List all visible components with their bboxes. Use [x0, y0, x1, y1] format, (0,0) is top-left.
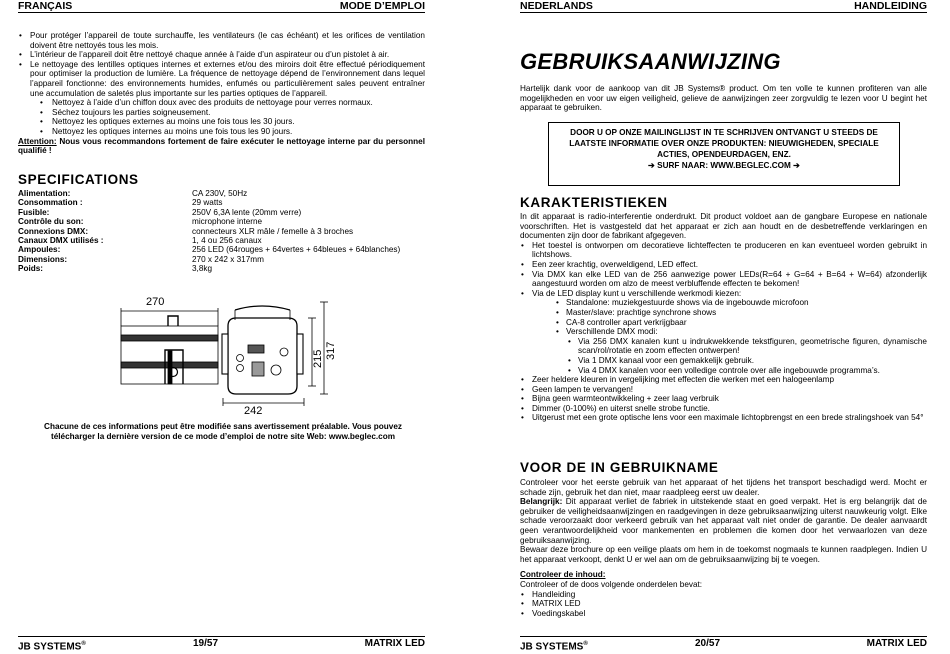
list-item: • Master/slave: prachtige synchrone shows: [520, 308, 927, 318]
footer-product: MATRIX LED: [866, 638, 927, 649]
spec-key: Consommation :: [18, 198, 83, 208]
mailinglist-box: [548, 122, 900, 186]
right-page: [520, 0, 927, 654]
usage-title: VOOR DE IN GEBRUIKNAME: [520, 460, 719, 475]
list-item: • Via 256 DMX kanalen kunt u indrukwekkende tekstfiguren, geometrische figuren, dynamische scan/rol/rotatie en zoom effecten ontwerpen!: [520, 337, 927, 356]
list-item: • Uitgerust met een grote optische lens voor een maximale lichtopbrengst en een brede stralingshoek van 54°: [520, 413, 927, 423]
spec-row: [18, 217, 425, 226]
list-item: • Nettoyez à l’aide d’un chiffon doux avec des produits de nettoyage pour verres normaux.: [18, 98, 425, 108]
contents-intro: Controleer of de doos volgende onderdelen bevat:: [520, 579, 703, 589]
list-item: • Geen lampen te vervangen!: [520, 385, 927, 395]
spec-row: [18, 245, 425, 254]
attention-note: [18, 137, 425, 156]
list-item: • MATRIX LED: [520, 599, 927, 609]
list-item: • Voedingskabel: [520, 609, 927, 619]
spec-value: 1, 4 ou 256 canaux: [192, 235, 262, 245]
list-item: • Le nettoyage des lentilles optiques internes et externes et/ou des miroirs doit être effectué périodiquement pour optimiser la production de lumière. La fréquence de nettoyage dépend de l’environnement dans lequel l’appareil fonctionne: des environnements humides, enfumés ou particulièrement sales peuvent entraîner une accumulation de saletés plus importante sur les parties optiques de l’appareil.: [18, 60, 425, 98]
specs-title: SPECIFICATIONS: [18, 172, 139, 187]
list-item: • Pour protéger l’appareil de toute surchauffe, les ventilateurs (le cas échéant) et les orifices de ventilation doivent être nettoyés tous les mois.: [18, 31, 425, 50]
page-footer: [520, 636, 927, 651]
spec-value: 29 watts: [192, 198, 223, 208]
spec-row: [18, 227, 425, 236]
usage-paragraph: Bewaar deze brochure op een veilige plaats om hem in de toekomst nogmaals te kunnen raadplegen. Indien U het apparaat verkoopt, denkt U er wel aan om de gebruiksaanwijzing bij te voegen.: [520, 545, 927, 564]
spec-key: Dimensions:: [18, 254, 68, 264]
usage-paragraph: Controleer voor het eerste gebruik van het apparaat of het tijdens het transport beschadigd werd. Mocht er schade zijn, gebruik het dan niet, maar raadpleeg eerst uw dealer.: [520, 478, 927, 497]
list-item: • L’intérieur de l’appareil doit être nettoyé chaque année à l’aide d’un aspirateur ou d’un pistolet à air.: [18, 50, 425, 60]
list-item: • Via DMX kan elke LED van de 256 aanwezige power LEDs(R=64 + G=64 + B=64 + W=64) afzonderlijk aangestuurd worden om alzo de meest verbluffende effecten te bekomen!: [520, 270, 927, 289]
list-item: • Standalone: muziekgestuurde shows via de ingebouwde microfoon: [520, 298, 927, 308]
spec-key: Ampoules:: [18, 245, 61, 255]
list-item: • CA-8 controller apart verkrijgbaar: [520, 318, 927, 328]
box-line: ➔ SURF NAAR: WWW.BEGLEC.COM ➔: [648, 161, 800, 170]
footer-brand: [520, 637, 588, 654]
dim-width: 270: [146, 296, 165, 308]
page-header: [18, 0, 425, 13]
attention-label: Attention:: [18, 136, 57, 146]
page-footer: [18, 636, 425, 651]
usage-important: [520, 497, 927, 545]
spec-value: 256 LED (64rouges + 64vertes + 64bleues + 64blanches): [192, 245, 401, 255]
features-section: [520, 212, 927, 423]
specs-table: [18, 189, 425, 274]
important-text: Dit apparaat verliet de fabriek in uitstekende staat en goed verpakt. Het is erg belangrijk dat de gebruiker de veiligheidsaanwijzingen en raadgevingen in deze gebruiksaanwijzing uiterst nauwkeurig volgt. Elke schade veroorzaakt door verkeerd gebruik van het apparaat valt niet onder de garantie. De dealer aanvaardt geen verantwoordelijkheid voor mankementen en problemen die komen door het verwaarlozen van deze gebruiksaanwijzing.: [520, 497, 927, 545]
list-item: • Verschillende DMX modi:: [520, 327, 927, 337]
spec-row: [18, 255, 425, 264]
maintenance-section: [18, 31, 425, 156]
spec-key: Poids:: [18, 264, 44, 274]
list-item: • Handleiding: [520, 590, 927, 600]
intro-text: Hartelijk dank voor de aankoop van dit JB Systems® product. Om ten volle te kunnen profiteren van alle mogelijkheden en voor uw eigen veiligheid, gelieve de aanwijzingen zeer zorgvuldig te lezen voor U begint het apparaat te gebruiken.: [520, 84, 927, 113]
spec-value: connecteurs XLR mâle / femelle à 3 broches: [192, 226, 354, 236]
spec-row: [18, 264, 425, 273]
list-item: • Zeer heldere kleuren in vergelijking met effecten die werken met een halogeenlamp: [520, 375, 927, 385]
spec-key: Fusible:: [18, 207, 50, 217]
spec-value: 270 x 242 x 317mm: [192, 254, 264, 264]
footer-product: MATRIX LED: [364, 638, 425, 649]
page-number: 19/57: [193, 638, 219, 649]
left-page: [18, 0, 425, 654]
page-header: [520, 0, 927, 13]
list-item: • Via de LED display kunt u verschillende werkmodi kiezen:: [520, 289, 927, 299]
spec-key: Alimentation:: [18, 189, 71, 198]
important-label: Belangrijk:: [520, 497, 563, 507]
dim-inner-height: 215: [312, 349, 324, 368]
list-item: • Dimmer (0-100%) en uiterst snelle strobe functie.: [520, 404, 927, 414]
spec-row: [18, 236, 425, 245]
spec-value: CA 230V, 50Hz: [192, 189, 248, 198]
brand-name: JB SYSTEMS: [520, 641, 584, 653]
footer-brand: [18, 637, 86, 654]
spec-key: Canaux DMX utilisés :: [18, 235, 104, 245]
notice-text: Chacune de ces informations peut être modifiée sans avertissement préalable. Vous pouvez télécharger la dernière version de ce mode d’emploi de notre site Web: www.beglec.com: [44, 422, 402, 441]
header-title: MODE D’EMPLOI: [339, 0, 425, 12]
attention-text: Nous vous recommandons fortement de faire exécuter le nettoyage interne par du personnel qualifié !: [18, 136, 425, 156]
spec-row: [18, 208, 425, 217]
spec-row: [18, 189, 425, 198]
contents-title: Controleer de inhoud:: [520, 570, 606, 580]
list-item: • Een zeer krachtig, overweldigend, LED effect.: [520, 260, 927, 270]
spec-key: Contrôle du son:: [18, 217, 84, 227]
dim-height: 317: [325, 341, 337, 360]
spec-key: Connexions DMX:: [18, 226, 89, 236]
registered-mark: ®: [583, 641, 588, 647]
header-language: NEDERLANDS: [520, 0, 593, 12]
features-title: KARAKTERISTIEKEN: [520, 195, 668, 210]
box-line: LAATSTE INFORMATIE OVER ONZE PRODUKTEN: NIEUWIGHEDEN, SPECIALE: [569, 139, 879, 148]
box-line: DOOR U OP ONZE MAILINGLIJST IN TE SCHRIJVEN ONTVANGT U STEEDS DE: [570, 128, 878, 137]
dim-depth: 242: [244, 405, 263, 415]
registered-mark: ®: [81, 641, 86, 647]
list-item: • Nettoyez les optiques externes au moins une fois tous les 30 jours.: [18, 117, 425, 127]
usage-section: [520, 478, 927, 618]
brand-name: JB SYSTEMS: [18, 641, 82, 653]
spec-value: 3,8kg: [192, 264, 213, 274]
list-item: • Via 4 DMX kanalen voor een volledige controle over alle ingebouwde programma’s.: [520, 366, 927, 376]
spec-value: 250V 6,3A lente (20mm verre): [192, 207, 302, 217]
list-item: • Via 1 DMX kanaal voor een gemakkelijk gebruik.: [520, 356, 927, 366]
spec-row: [18, 198, 425, 207]
list-item: • Nettoyez les optiques internes au moins une fois tous les 90 jours.: [18, 127, 425, 137]
page-number: 20/57: [695, 638, 721, 649]
box-line: ACTIES, OPENDEURDAGEN, ENZ.: [657, 150, 791, 159]
features-intro: In dit apparaat is radio-interferentie onderdrukt. Dit product voldoet aan de gangbare Europese en nationale voorschriften. Het is vastgesteld dat het apparaat er zich aan houdt en de desbetreffende verklaringen en documenten zijn door de fabrikant afgegeven.: [520, 212, 927, 241]
page-title: GEBRUIKSAANWIJZING: [520, 49, 781, 74]
list-item: • Bijna geen warmteontwikkeling + zeer laag verbruik: [520, 394, 927, 404]
header-title: HANDLEIDING: [854, 0, 927, 12]
header-language: FRANÇAIS: [18, 0, 73, 12]
list-item: • Séchez toujours les parties soigneusement.: [18, 108, 425, 118]
list-item: • Het toestel is ontworpen om decoratieve lichteffecten te produceren en kan eventueel worden gebruikt in lichtshows.: [520, 241, 927, 260]
dimension-drawing: [18, 290, 425, 415]
spec-value: microphone interne: [192, 217, 263, 227]
